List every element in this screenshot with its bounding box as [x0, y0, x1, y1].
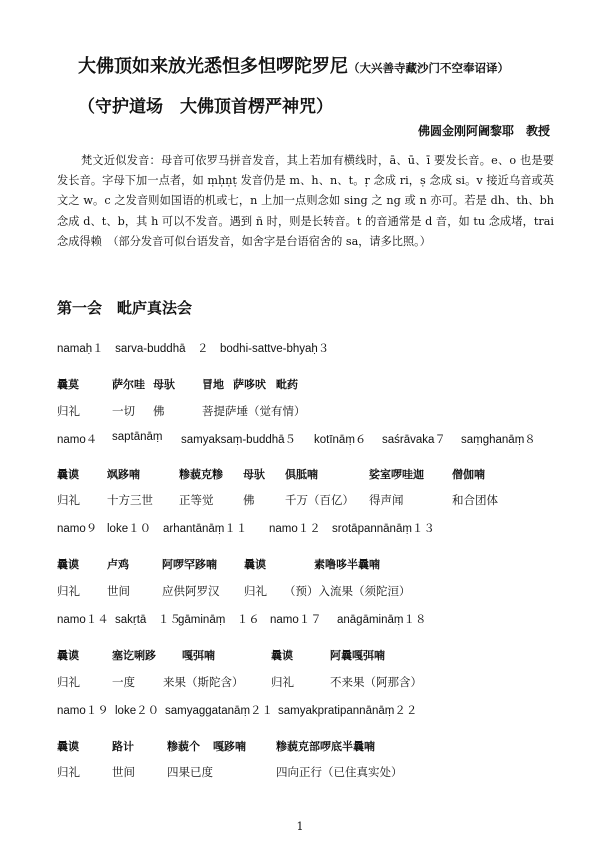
romanization-row — [0, 611, 600, 631]
mantra-cell: 糁藐个 — [167, 740, 200, 753]
mantra-cell: 曩谟 — [57, 649, 79, 662]
author-line: 佛圆金刚阿阇黎耶 教授 — [417, 124, 550, 138]
mantra-cell: 曩谟 — [57, 740, 79, 753]
romanization-row — [0, 702, 600, 722]
mantra-cell: 曩谟 — [271, 649, 293, 662]
page-number: 1 — [296, 820, 304, 833]
mantra-cell: loke１０ — [107, 523, 152, 535]
mantra-cell: 曩谟 — [57, 558, 79, 571]
pronunciation-intro: 梵文近似发音：母音可依罗马拼音发音，其上若加有横线时，ā、ū、ī 要发长音。e、o 也是要发长音。字母下加一点者，如 ṃḥṇṭ 发音仍是 m、h、n、t。ṛ 念成 ri，ṣ 念成 si。v 接近乌音或英文之 w。c 之发音则如国语的机或七，n 上加一点则念如 sing 之 ng 或 n 亦可。若是 dh、th、bh 念成 d、t、b，其 h 可以不发音。遇到 ñ 时，则是长转音。t 的音通常是 d 音，如 tu 念成堵，trai 念成得赖 （部分发音可似台语发音，如舍字是台语宿舍的 sa，请多比照。） — [57, 154, 554, 248]
meaning-row — [0, 403, 600, 423]
mantra-cell: gāmināṃ １６ — [178, 614, 260, 626]
mantra-cell: 冒地 — [202, 378, 224, 391]
mantra-cell: 四果已度 — [167, 765, 213, 779]
mantra-cell: 归礼 — [57, 493, 80, 507]
mantra-cell: 世间 — [107, 584, 130, 598]
mantra-cell: 萨哆吠 — [233, 378, 266, 391]
mantra-cell: 应供阿罗汉 — [162, 584, 220, 598]
romanization-row — [0, 520, 600, 540]
mantra-cell: 归礼 — [57, 675, 80, 689]
mantra-cell: namo１７ — [270, 614, 322, 626]
mantra-cell: 一度 — [112, 675, 135, 689]
mantra-cell: 归礼 — [57, 404, 80, 418]
section-title: 第一会 毗庐真法会 — [57, 299, 193, 317]
mantra-cell: kotīnāṃ６ — [314, 434, 367, 446]
mantra-cell: arhantānāṃ１１ — [163, 523, 248, 535]
mantra-cell: 千万（百亿） — [285, 493, 354, 507]
mantra-cell: 俱胝喃 — [285, 468, 318, 481]
mantra-cell: namo９ — [57, 523, 98, 535]
mantra-cell: 飒跢喃 — [107, 468, 140, 481]
mantra-cell: 阿曩嘎弭喃 — [330, 649, 385, 662]
mantra-cell: namaḥ１ sarva-buddhā ２ bodhi-sattve-bhyaḥ３ — [57, 343, 330, 355]
mantra-cell: 塞讫唎跢 — [112, 649, 156, 662]
transliteration-row — [0, 376, 600, 396]
title-translator-note: （大兴善寺藏沙门不空奉诏译） — [348, 61, 509, 75]
meaning-row — [0, 583, 600, 603]
mantra-cell: 世间 — [112, 765, 135, 779]
mantra-cell: 不来果（阿那含） — [330, 675, 422, 689]
mantra-cell: 母驮 — [243, 468, 265, 481]
mantra-cell: saṃghanāṃ８ — [461, 434, 536, 446]
mantra-cell: 佛 — [243, 493, 255, 507]
mantra-cell: 萨尔哇 — [112, 378, 145, 391]
mantra-cell: 归礼 — [57, 765, 80, 779]
romanization-row — [0, 340, 600, 360]
mantra-cell: namo１２ — [269, 523, 321, 535]
document-title — [78, 52, 509, 78]
mantra-cell: 和合团体 — [452, 493, 498, 507]
mantra-cell: 糁藐克部啰底半曩喃 — [276, 740, 375, 753]
mantra-cell: 十方三世 — [107, 493, 153, 507]
mantra-cell: 曩谟 — [244, 558, 266, 571]
mantra-cell: 母驮 — [153, 378, 175, 391]
mantra-cell: 归礼 — [57, 584, 80, 598]
mantra-cell: namo１９ — [57, 705, 109, 717]
mantra-cell: 得声闻 — [369, 493, 404, 507]
meaning-row — [0, 674, 600, 694]
mantra-cell: 归礼 — [244, 584, 267, 598]
transliteration-row — [0, 556, 600, 576]
mantra-cell: saśrāvaka７ — [382, 434, 446, 446]
mantra-cell: 卢鸡 — [107, 558, 129, 571]
meaning-row — [0, 492, 600, 512]
mantra-cell: 糁藐克糁 — [179, 468, 223, 481]
mantra-cell: 路计 — [112, 740, 134, 753]
mantra-cell: 曩莫 — [57, 378, 79, 391]
mantra-cell: 嘎弭喃 — [182, 649, 215, 662]
mantra-cell: 归礼 — [271, 675, 294, 689]
mantra-cell: samyaksaṃ-buddhā５ — [181, 434, 297, 446]
mantra-cell: 娑室啰哇迦 — [369, 468, 424, 481]
mantra-cell: 僧伽喃 — [452, 468, 485, 481]
mantra-cell: 一切 — [112, 404, 135, 418]
mantra-cell: 毗药 — [276, 378, 298, 391]
mantra-cell: srotāpannānāṃ１３ — [332, 523, 435, 535]
mantra-cell: namo１４ — [57, 614, 109, 626]
mantra-cell: sakṛtā １５ — [115, 614, 181, 626]
mantra-cell: （预）入流果（须陀洹） — [284, 584, 411, 598]
mantra-cell: anāgāmināṃ１８ — [337, 614, 427, 626]
mantra-cell: 来果（斯陀含） — [163, 675, 244, 689]
document-subtitle: （守护道场 大佛顶首楞严神咒） — [78, 97, 333, 117]
mantra-cell: samyakpratipannānāṃ２２ — [278, 705, 418, 717]
mantra-cell: 阿啰罕跢喃 — [162, 558, 217, 571]
mantra-cell: samyaggatanāṃ２１ — [165, 705, 274, 717]
mantra-cell: 素噜哆半曩喃 — [314, 558, 380, 571]
transliteration-row — [0, 738, 600, 758]
mantra-cell: namo４ — [57, 434, 98, 446]
transliteration-row — [0, 647, 600, 667]
mantra-cell: 曩谟 — [57, 468, 79, 481]
transliteration-row — [0, 466, 600, 486]
mantra-cell: 菩提萨埵（觉有情） — [202, 404, 306, 418]
title-main: 大佛顶如来放光悉怛多怛啰陀罗尼 — [78, 56, 348, 77]
mantra-cell: 嘎跢喃 — [213, 740, 246, 753]
mantra-cell: loke２０ — [115, 705, 160, 717]
mantra-cell: 正等觉 — [179, 493, 214, 507]
mantra-cell: 四向正行（已住真实处） — [276, 765, 403, 779]
mantra-cell: 佛 — [153, 404, 165, 418]
romanization-row — [0, 431, 600, 451]
mantra-cell: saptānāṃ — [112, 431, 163, 443]
meaning-row — [0, 764, 600, 784]
